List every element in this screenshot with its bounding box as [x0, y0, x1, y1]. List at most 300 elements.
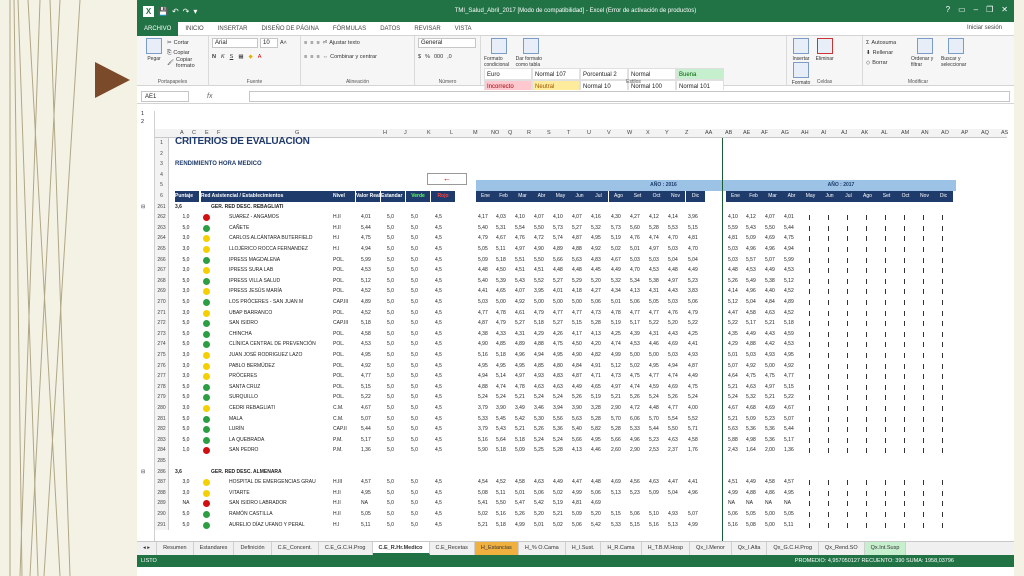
sheet-tab-c-e-concent-[interactable]: C.E_Concent.: [272, 542, 319, 555]
column-header-K[interactable]: K: [427, 130, 431, 136]
sheet-nav-arrows[interactable]: ◂ ▸: [137, 542, 157, 555]
month-value-2016: 4,34: [611, 288, 621, 295]
month-2016-oct: Oct: [647, 191, 666, 202]
conditional-format-button[interactable]: Formato condicional: [484, 38, 514, 68]
collapse-group-icon[interactable]: ⊟: [141, 468, 146, 475]
red-threshold-cell: 4,5: [435, 224, 442, 231]
tab-insertar[interactable]: INSERTAR: [217, 25, 248, 32]
save-icon[interactable]: 💾: [158, 6, 168, 16]
group-label-font: Fuente: [246, 79, 263, 85]
row-number[interactable]: 263: [155, 223, 169, 234]
month-value-2017: 4,10: [728, 214, 738, 221]
row-number[interactable]: 275: [155, 350, 169, 361]
ribbon-display-icon[interactable]: ▭: [958, 5, 966, 14]
standard-cell: 5,0: [387, 309, 394, 316]
column-header-Z[interactable]: Z: [685, 130, 689, 136]
month-value-2016: 5,71: [688, 426, 698, 433]
row-number[interactable]: 288: [155, 488, 169, 499]
percent-icon[interactable]: %: [425, 54, 430, 60]
real-value-cell: 4,52: [361, 288, 371, 295]
month-value-2016: 5,30: [534, 415, 544, 422]
row-number[interactable]: 270: [155, 297, 169, 308]
month-value-2016: 4,78: [515, 383, 525, 390]
cell-style-normal-100[interactable]: Normal 100: [628, 80, 676, 92]
column-header-T[interactable]: T: [567, 130, 571, 136]
insert-cells-button[interactable]: Insertar: [790, 38, 812, 62]
worksheet-grid[interactable]: [137, 111, 1007, 541]
real-value-cell: 5,18: [361, 320, 371, 327]
tab-diseno-pagina[interactable]: DISEÑO DE PÁGINA: [261, 25, 319, 32]
column-header-AL[interactable]: AL: [881, 130, 888, 136]
borders-icon[interactable]: ▦: [238, 54, 244, 60]
column-header-W[interactable]: W: [627, 130, 633, 136]
sort-filter-button[interactable]: Ordenar y filtrar: [911, 38, 939, 68]
align-right-icon[interactable]: ≡: [316, 54, 320, 60]
month-value-2016: 4,94: [478, 373, 488, 380]
cell-style-incorrecto[interactable]: Incorrecto: [484, 80, 532, 92]
column-header-AH[interactable]: AH: [801, 130, 809, 136]
header-red-asistencial-establecimientos: Red Asistencial / Establecimientos: [201, 191, 333, 202]
month-value-2016: 5,01: [515, 489, 525, 496]
cell-style-normal-10[interactable]: Normal 10: [580, 80, 628, 92]
rows-area: [137, 138, 1007, 541]
row-number[interactable]: 1: [155, 138, 169, 149]
month-2017-jul: Jul: [839, 191, 858, 202]
month-value-2016: 4,94: [534, 352, 544, 358]
empty-month-marker: [866, 427, 872, 432]
month-value-2016: 5,27: [572, 224, 582, 231]
align-top-icon[interactable]: ≡: [304, 40, 308, 46]
month-value-2016: 5,27: [515, 320, 525, 327]
empty-month-marker: [847, 289, 853, 294]
group-label-alignment: Alineación: [345, 79, 370, 85]
bold-button[interactable]: N: [212, 54, 216, 60]
month-value-2016: 5,73: [553, 224, 563, 231]
row-number[interactable]: 6: [155, 191, 169, 202]
sheet-tab-h-r-cama[interactable]: H_R.Cama: [601, 542, 641, 555]
month-value-2016: 4,87: [572, 235, 582, 242]
column-header-R[interactable]: R: [527, 130, 531, 136]
month-value-2016: 4,90: [534, 246, 544, 252]
cell-style-buena[interactable]: Buena: [676, 68, 724, 80]
empty-month-marker: [904, 438, 910, 443]
sheet-tab-definici-n[interactable]: Definición: [234, 542, 271, 555]
row-number[interactable]: 2: [155, 149, 169, 160]
month-value-2016: 5,01: [611, 299, 621, 305]
data-row: [137, 424, 1007, 435]
column-header-H[interactable]: H: [383, 130, 387, 136]
month-value-2016: 4,77: [478, 309, 488, 316]
column-header-M[interactable]: M: [473, 130, 478, 136]
column-header-AG[interactable]: AG: [781, 130, 789, 136]
column-header-AO[interactable]: AO: [941, 130, 949, 136]
month-value-2016: 4,96: [688, 489, 698, 496]
tab-vista[interactable]: VISTA: [454, 25, 472, 32]
month-value-2017: 4,77: [784, 373, 794, 380]
row-number[interactable]: 269: [155, 286, 169, 297]
month-value-2016: 5,01: [630, 246, 640, 252]
month-value-2016: 3,90: [572, 405, 582, 411]
customize-qat-icon[interactable]: ▾: [193, 6, 198, 16]
empty-month-marker: [866, 353, 872, 358]
column-header-AB[interactable]: AB: [725, 130, 733, 136]
thousands-icon[interactable]: 000: [433, 54, 444, 60]
sheet-tab-qx-int-susp[interactable]: Qx.Int.Susp: [865, 542, 907, 555]
row-number[interactable]: 268: [155, 276, 169, 287]
font-size-select[interactable]: 10: [260, 38, 278, 48]
column-header-C[interactable]: C: [192, 130, 196, 136]
red-threshold-cell: 4,5: [435, 362, 442, 369]
sheet-tab-resumen[interactable]: Resumen: [157, 542, 194, 555]
empty-month-marker: [866, 501, 872, 506]
empty-month-marker: [942, 226, 948, 231]
status-dot-yellow: [203, 479, 210, 486]
column-header-J[interactable]: J: [404, 130, 407, 136]
month-value-2017: 4,49: [765, 267, 775, 274]
sheet-tab-qx-g-c-h-prog[interactable]: Qx_G.C.H.Prog: [767, 542, 819, 555]
row-number[interactable]: 290: [155, 509, 169, 520]
month-value-2017: 4,86: [765, 489, 775, 496]
standard-cell: 5,0: [387, 426, 394, 433]
data-row: [137, 435, 1007, 446]
column-header-AF[interactable]: AF: [761, 130, 769, 136]
month-value-2016: 4,52: [496, 479, 506, 486]
empty-month-marker: [942, 448, 948, 453]
autosum-button[interactable]: Σ Autosuma: [866, 40, 897, 46]
sheet-tab-qx-i-menor[interactable]: Qx_I.Menor: [690, 542, 732, 555]
empty-month-marker: [828, 395, 834, 400]
row-number[interactable]: 272: [155, 318, 169, 329]
column-header-G[interactable]: G: [295, 130, 300, 136]
formula-input[interactable]: [249, 91, 1010, 102]
month-value-2016: 5,26: [534, 426, 544, 433]
empty-month-marker: [904, 353, 910, 358]
establishment-name: CHINCHA: [229, 330, 252, 337]
row-number[interactable]: 285: [155, 456, 169, 467]
minimize-icon[interactable]: –: [973, 5, 979, 14]
format-as-table-button[interactable]: Dar formato como tabla: [516, 38, 546, 68]
merge-center-button[interactable]: ⇔ Combinar y centrar: [322, 54, 377, 60]
month-value-2016: 5,21: [515, 426, 525, 433]
row-number[interactable]: 262: [155, 212, 169, 223]
number-format-select[interactable]: General: [418, 38, 476, 48]
sheet-tab-h-estancias[interactable]: H_Estancias: [475, 542, 519, 555]
align-center-icon[interactable]: ≡: [310, 54, 314, 60]
empty-month-marker: [847, 512, 853, 517]
sheet-tab-c-e-r-hr-medico[interactable]: C.E_R.Hr.Medico: [373, 542, 430, 555]
month-value-2017: 4,53: [746, 267, 756, 274]
empty-month-marker: [828, 247, 834, 252]
underline-button[interactable]: S: [229, 54, 234, 60]
empty-month-marker: [885, 512, 891, 517]
month-value-2016: 5,16: [496, 511, 506, 517]
sheet-tab-c-e-recetas[interactable]: C.E_Recetas: [430, 542, 475, 555]
empty-month-marker: [942, 501, 948, 506]
empty-month-marker: [923, 215, 929, 220]
score-cell: 5,0: [182, 277, 190, 284]
month-value-2016: 5,00: [553, 299, 563, 305]
month-value-2016: 4,77: [630, 309, 640, 316]
help-icon[interactable]: ?: [945, 5, 951, 14]
month-value-2016: 5,70: [611, 415, 621, 422]
cell-style-neutral[interactable]: Neutral: [532, 80, 580, 92]
month-value-2016: 5,44: [649, 426, 659, 433]
month-value-2016: 5,02: [478, 511, 488, 517]
standard-cell: 5,0: [387, 267, 394, 274]
column-header-A[interactable]: A: [180, 130, 184, 136]
column-header-AK[interactable]: AK: [861, 130, 869, 136]
column-header-F[interactable]: F: [217, 130, 221, 136]
month-value-2016: 4,96: [630, 436, 640, 443]
redo-icon[interactable]: ↷: [182, 6, 190, 16]
sheet-tab-h-i-sust-[interactable]: H_I.Sust.: [566, 542, 602, 555]
sheet-tab-c-e-g-c-h-prog[interactable]: C.E_G.C.H.Prog: [319, 542, 373, 555]
empty-month-marker: [828, 374, 834, 379]
month-value-2016: 5,08: [478, 489, 488, 496]
find-select-button[interactable]: Buscar y seleccionar: [941, 38, 971, 68]
month-value-2017: 5,09: [746, 235, 756, 242]
column-header-AM[interactable]: AM: [901, 130, 910, 136]
month-value-2017: 5,11: [784, 521, 794, 528]
align-bottom-icon[interactable]: ≡: [316, 40, 320, 46]
month-value-2016: 4,58: [688, 436, 698, 443]
row-number[interactable]: 3: [155, 159, 169, 170]
window-controls: [946, 5, 1008, 14]
close-icon[interactable]: ✕: [1001, 5, 1008, 14]
status-dot-green: [203, 320, 210, 327]
font-color-icon[interactable]: A: [257, 54, 262, 60]
group-alignment: [301, 36, 415, 86]
month-value-2017: 4,75: [784, 235, 794, 242]
row-number[interactable]: 283: [155, 435, 169, 446]
month-value-2016: 5,21: [478, 521, 488, 528]
undo-icon[interactable]: ↶: [171, 6, 179, 16]
paste-button[interactable]: Pegar: [140, 38, 168, 62]
row-number[interactable]: 282: [155, 424, 169, 435]
row-number[interactable]: 289: [155, 498, 169, 509]
green-threshold-cell: 5,0: [411, 511, 418, 517]
row-number[interactable]: 278: [155, 382, 169, 393]
sheet-row-4: [137, 170, 1007, 181]
row-number[interactable]: 286: [155, 467, 169, 478]
column-header-AI[interactable]: AI: [821, 130, 827, 136]
standard-cell: 5,0: [387, 246, 394, 252]
column-header-X[interactable]: X: [646, 130, 650, 136]
cut-button[interactable]: ✂ Cortar: [167, 40, 189, 46]
column-header-Y[interactable]: Y: [665, 130, 669, 136]
column-header-AS[interactable]: AS: [1001, 130, 1009, 136]
red-threshold-cell: 4,5: [435, 246, 442, 252]
score-cell: 5,0: [182, 511, 190, 517]
row-number[interactable]: 284: [155, 445, 169, 456]
restore-icon[interactable]: ❐: [986, 5, 994, 14]
month-2016-jun: Jun: [570, 191, 589, 202]
column-header-AJ[interactable]: AJ: [841, 130, 848, 136]
empty-month-marker: [847, 501, 853, 506]
establishment-name: IPRESS MAGDALENA: [229, 256, 281, 263]
status-dot-yellow: [203, 373, 210, 380]
align-left-icon[interactable]: ≡: [304, 54, 308, 60]
column-header-Q[interactable]: Q: [508, 130, 513, 136]
month-value-2016: 4,85: [534, 362, 544, 369]
column-header-S[interactable]: S: [547, 130, 551, 136]
month-value-2016: 5,28: [591, 320, 601, 327]
month-value-2017: 4,40: [765, 288, 775, 295]
month-value-2016: 5,15: [688, 224, 698, 231]
sheet-tab-h-o-cama[interactable]: H_% O.Cama: [519, 542, 566, 555]
establishment-name: UBAP BARRANCO: [229, 309, 273, 316]
month-value-2017: 5,15: [784, 383, 794, 390]
empty-month-marker: [942, 289, 948, 294]
sign-in-link[interactable]: Iniciar sesión: [966, 25, 1002, 31]
fill-button[interactable]: ⬇ Rellenar: [866, 50, 894, 56]
empty-month-marker: [942, 385, 948, 390]
establishment-name: CAÑETE: [229, 224, 250, 231]
currency-icon[interactable]: $: [418, 54, 422, 60]
month-value-2016: 5,50: [496, 500, 506, 507]
row-number[interactable]: 273: [155, 329, 169, 340]
format-painter-button[interactable]: 🖌 Copiar formato: [167, 57, 195, 69]
grow-font-icon[interactable]: A˄: [280, 40, 287, 46]
month-value-2016: 5,38: [649, 277, 659, 284]
name-box[interactable]: AE1: [141, 91, 189, 102]
empty-month-marker: [809, 385, 815, 390]
column-header-AQ[interactable]: AQ: [981, 130, 989, 136]
row-number[interactable]: 277: [155, 371, 169, 382]
month-value-2017: 4,42: [765, 341, 775, 348]
wrap-text-button[interactable]: ⏎ Ajustar texto: [322, 40, 360, 46]
decimal-icon[interactable]: ,0: [447, 54, 452, 60]
level-cell: H.II: [333, 500, 341, 507]
month-value-2017: 4,93: [765, 352, 775, 358]
row-number[interactable]: 281: [155, 414, 169, 425]
row-number[interactable]: 280: [155, 403, 169, 414]
empty-month-marker: [885, 491, 891, 496]
align-middle-icon[interactable]: ≡: [310, 40, 314, 46]
month-2016-ene: Ene: [476, 191, 495, 202]
tab-revisar[interactable]: REVISAR: [414, 25, 441, 32]
row-number[interactable]: 271: [155, 308, 169, 319]
row-number[interactable]: 266: [155, 255, 169, 266]
row-number[interactable]: 267: [155, 265, 169, 276]
empty-month-marker: [847, 332, 853, 337]
tab-formulas[interactable]: FÓRMULAS: [332, 25, 367, 32]
clear-button[interactable]: ◇ Borrar: [866, 60, 888, 66]
sheet-tab-qx-i-alta[interactable]: Qx_I.Alta: [732, 542, 768, 555]
column-header-AA[interactable]: AA: [705, 130, 713, 136]
row-number[interactable]: 287: [155, 477, 169, 488]
empty-month-marker: [828, 448, 834, 453]
tab-datos[interactable]: DATOS: [380, 25, 401, 32]
cell-style-normal-107[interactable]: Normal 107: [532, 68, 580, 80]
row-number[interactable]: 274: [155, 339, 169, 350]
fx-icon[interactable]: fx: [207, 93, 213, 100]
month-value-2016: 4,18: [572, 288, 582, 295]
column-header-L[interactable]: L: [450, 130, 454, 136]
row-number[interactable]: 279: [155, 392, 169, 403]
row-number[interactable]: 276: [155, 361, 169, 372]
column-header-E[interactable]: E: [205, 130, 209, 136]
column-header-AE[interactable]: AE: [743, 130, 751, 136]
empty-month-marker: [828, 438, 834, 443]
copy-button[interactable]: ⎘ Copiar: [167, 49, 190, 56]
column-header-AP[interactable]: AP: [961, 130, 969, 136]
level-cell: H.I: [333, 246, 340, 252]
column-header-AN[interactable]: AN: [921, 130, 929, 136]
freeze-pane-divider: [722, 138, 723, 541]
font-name-select[interactable]: Arial: [212, 38, 258, 48]
level-cell: C.M.: [333, 415, 344, 422]
row-number[interactable]: 261: [155, 202, 169, 213]
cell-style-porcentual-2[interactable]: Porcentual 2: [580, 68, 628, 80]
empty-month-marker: [885, 427, 891, 432]
column-header-V[interactable]: V: [607, 130, 611, 136]
italic-button[interactable]: K: [220, 54, 225, 60]
month-value-2016: 4,78: [496, 309, 506, 316]
level-cell: CAP.II: [333, 426, 347, 433]
delete-icon: [817, 38, 833, 54]
green-threshold-cell: 5,0: [411, 362, 418, 369]
month-value-2016: 4,50: [572, 341, 582, 348]
fill-color-icon[interactable]: ◆: [248, 54, 253, 60]
month-value-2017: 4,14: [728, 288, 738, 295]
real-value-cell: 5,22: [361, 394, 371, 401]
column-header-U[interactable]: U: [587, 130, 591, 136]
outline-level-2[interactable]: 2: [141, 119, 145, 125]
month-value-2016: 6,06: [630, 415, 640, 422]
cell-style-normal[interactable]: Normal: [628, 68, 676, 80]
month-value-2016: 4,43: [668, 330, 678, 337]
red-threshold-cell: 4,5: [435, 373, 442, 380]
month-value-2017: 5,00: [765, 511, 775, 517]
sheet-tab-h-t-b-m-hosp[interactable]: H_T.B.M.Hosp: [642, 542, 690, 555]
month-value-2016: 4,76: [668, 309, 678, 316]
level-cell: CAP.III: [333, 320, 349, 327]
row-number[interactable]: 264: [155, 233, 169, 244]
row-number[interactable]: 265: [155, 244, 169, 255]
month-value-2016: 4,07: [515, 288, 525, 295]
month-value-2016: 5,03: [668, 352, 678, 358]
status-dot-yellow: [203, 310, 210, 317]
empty-month-marker: [847, 321, 853, 326]
level-cell: C.M.: [333, 405, 344, 411]
empty-month-marker: [923, 353, 929, 358]
empty-month-marker: [904, 480, 910, 485]
delete-cells-button[interactable]: Eliminar: [814, 38, 836, 62]
sheet-tab-estandares[interactable]: Estandares: [194, 542, 235, 555]
cell-style-normal-101[interactable]: Normal 101: [676, 80, 724, 92]
sheet-tab-qx-rend-so[interactable]: Qx_Rend.SO: [819, 542, 865, 555]
format-cells-button[interactable]: Formato: [790, 62, 812, 86]
month-value-2016: 1,76: [688, 447, 698, 454]
month-value-2017: 5,16: [728, 521, 738, 528]
row-number[interactable]: 291: [155, 520, 169, 531]
cell-style-euro[interactable]: Euro: [484, 68, 532, 80]
collapse-group-icon[interactable]: ⊟: [141, 203, 146, 210]
empty-month-marker: [904, 215, 910, 220]
outline-level-1[interactable]: 1: [141, 111, 145, 117]
row-number[interactable]: 4: [155, 170, 169, 181]
column-header-NO[interactable]: NO: [491, 130, 500, 136]
sheet-row-285: [137, 456, 1007, 467]
empty-month-marker: [923, 406, 929, 411]
month-value-2016: 4,73: [591, 309, 601, 316]
tab-archivo[interactable]: ARCHIVO: [137, 22, 178, 36]
month-value-2017: 5,24: [728, 394, 738, 401]
tab-inicio[interactable]: INICIO: [185, 25, 204, 32]
back-arrow-button[interactable]: ←: [427, 173, 467, 185]
row-number[interactable]: 5: [155, 180, 169, 191]
